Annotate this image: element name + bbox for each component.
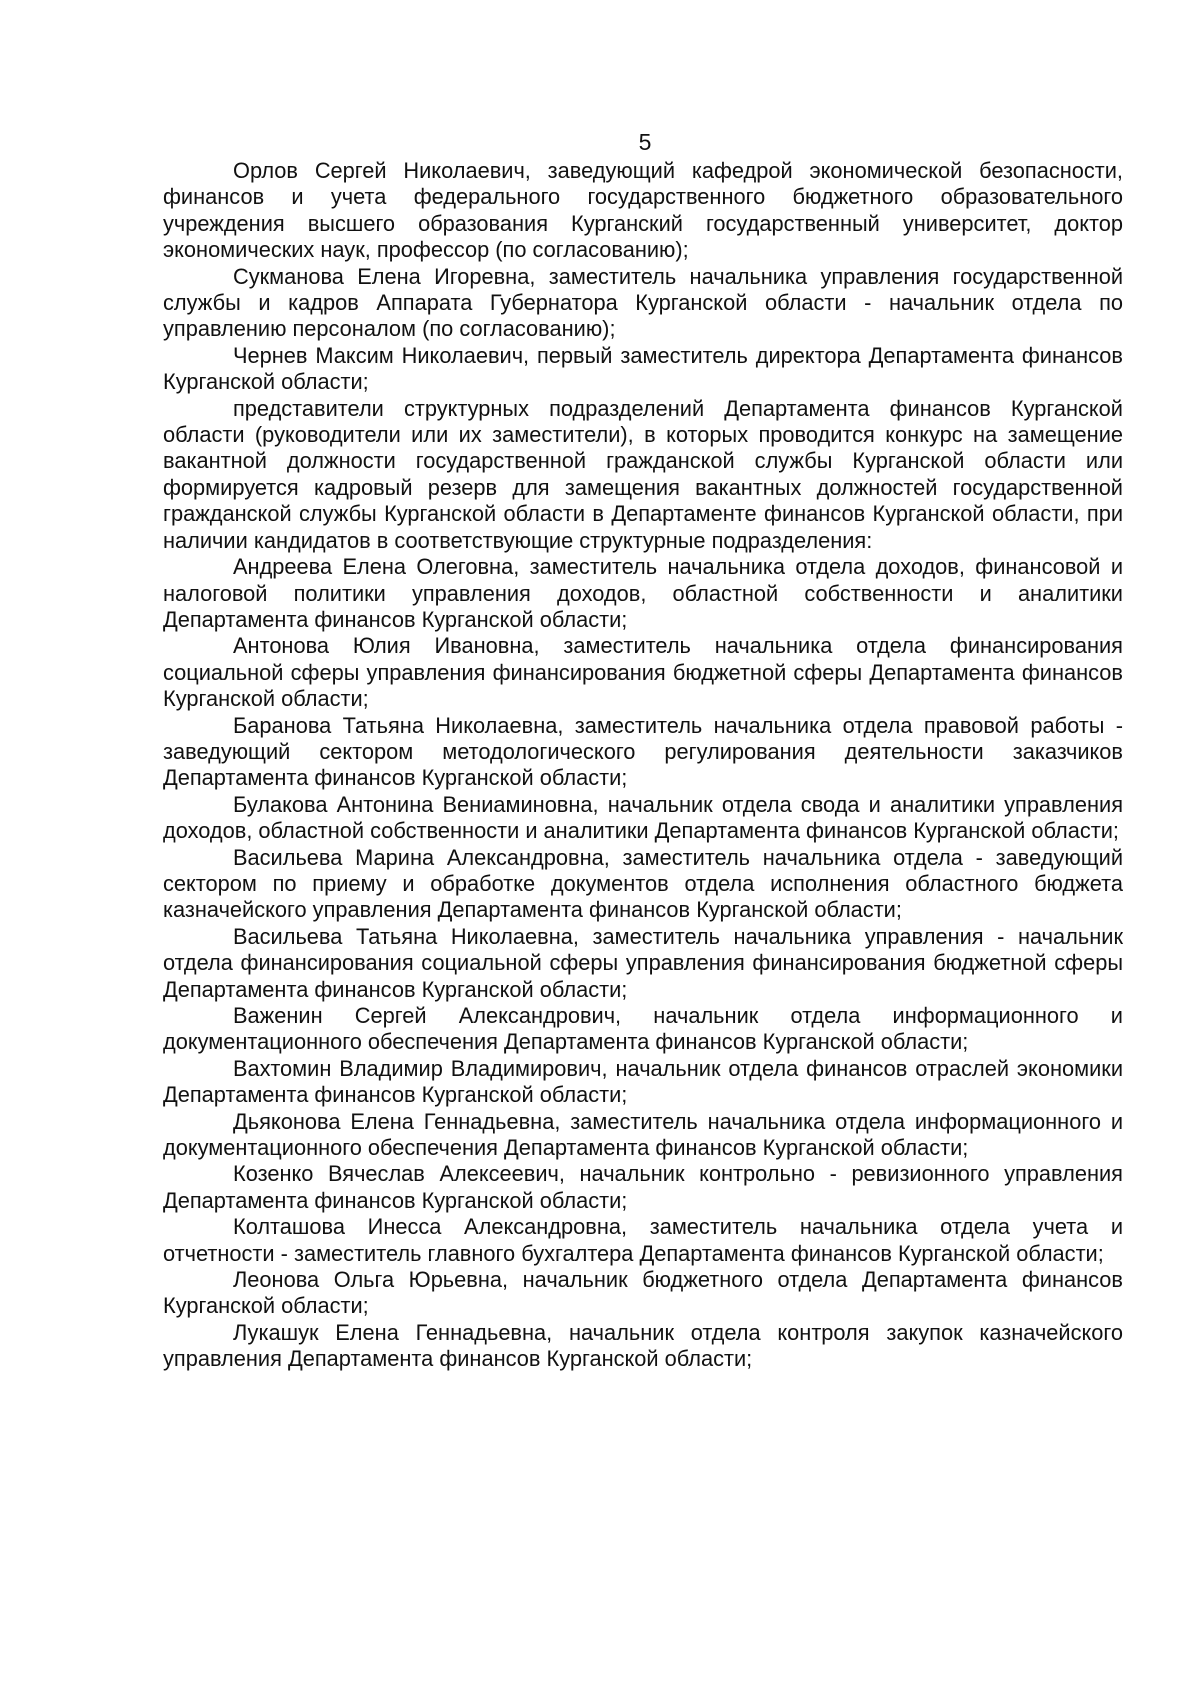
document-body [163,158,1123,1373]
paragraph-representatives: представители структурных подразделений Департамента финансов Курганской области (руководители или их заместители), в которых проводится конкурс на замещение вакантной должности государственной гражданской службы Курганской области или формируется кадровый резерв для замещения вакантных должностей государственной гражданской службы Курганской области в Департаменте финансов Курганской области, при наличии кандидатов в соответствующие структурные подразделения: [163,395,1123,553]
paragraph-vakhtomin: Вахтомин Владимир Владимирович, начальник отдела финансов отраслей экономики Департамента финансов Курганской области; [163,1055,1123,1108]
paragraph-koltashova: Колташова Инесса Александровна, заместитель начальника отдела учета и отчетности - заместитель главного бухгалтера Департамента финансов Курганской области; [163,1214,1123,1266]
paragraph-sukmanova: Сукманова Елена Игоревна, заместитель начальника управления государственной службы и кадров Аппарата Губернатора Курганской области - начальник отдела по управлению персоналом (по согласованию); [163,263,1123,342]
paragraph-kozenko: Козенко Вячеслав Алексеевич, начальник контрольно - ревизионного управления Департамента финансов Курганской области; [163,1161,1123,1213]
page-number: 5 [638,129,652,155]
paragraph-andreeva: Андреева Елена Олеговна, заместитель начальника отдела доходов, финансовой и налоговой политики управления доходов, областной собственности и аналитики Департамента финансов Курганской области; [163,554,1123,632]
paragraph-dyakonova: Дьяконова Елена Геннадьевна, заместитель начальника отдела информационного и документационного обеспечения Департамента финансов Курганской области; [163,1108,1123,1161]
paragraph-vasilyeva-marina: Васильева Марина Александровна, заместитель начальника отдела - заведующий сектором по приему и обработке документов отдела исполнения областного бюджета казначейского управления Департамента финансов Курганской области; [163,844,1123,923]
paragraph-lukashuk: Лукашук Елена Геннадьевна, начальник отдела контроля закупок казначейского управления Департамента финансов Курганской области; [163,1319,1123,1372]
paragraph-orlov: Орлов Сергей Николаевич, заведующий кафедрой экономической безопасности, финансов и учета федерального государственного бюджетного образовательного учреждения высшего образования Курганский государственный университет, доктор экономических наук, профессор (по согласованию); [163,158,1123,263]
paragraph-baranova: Баранова Татьяна Николаевна, заместитель начальника отдела правовой работы - заведующий сектором методологического регулирования деятельности заказчиков Департамента финансов Курганской области; [163,712,1123,791]
paragraph-bulakova: Булакова Антонина Вениаминовна, начальник отдела свода и аналитики управления доходов, областной собственности и аналитики Департамента финансов Курганской области; [163,791,1123,844]
paragraph-antonova: Антонова Юлия Ивановна, заместитель начальника отдела финансирования социальной сферы управления финансирования бюджетной сферы Департамента финансов Курганской области; [163,633,1123,712]
paragraph-vazhenin: Важенин Сергей Александрович, начальник отдела информационного и документационного обеспечения Департамента финансов Курганской области; [163,1003,1123,1055]
paragraph-leonova: Леонова Ольга Юрьевна, начальник бюджетного отдела Департамента финансов Курганской области; [163,1267,1123,1319]
paragraph-chernev: Чернев Максим Николаевич, первый заместитель директора Департамента финансов Курганской области; [163,342,1123,395]
paragraph-vasilyeva-tatyana: Васильева Татьяна Николаевна, заместитель начальника управления - начальник отдела финансирования социальной сферы управления финансирования бюджетной сферы Департамента финансов Курганской области; [163,923,1123,1002]
